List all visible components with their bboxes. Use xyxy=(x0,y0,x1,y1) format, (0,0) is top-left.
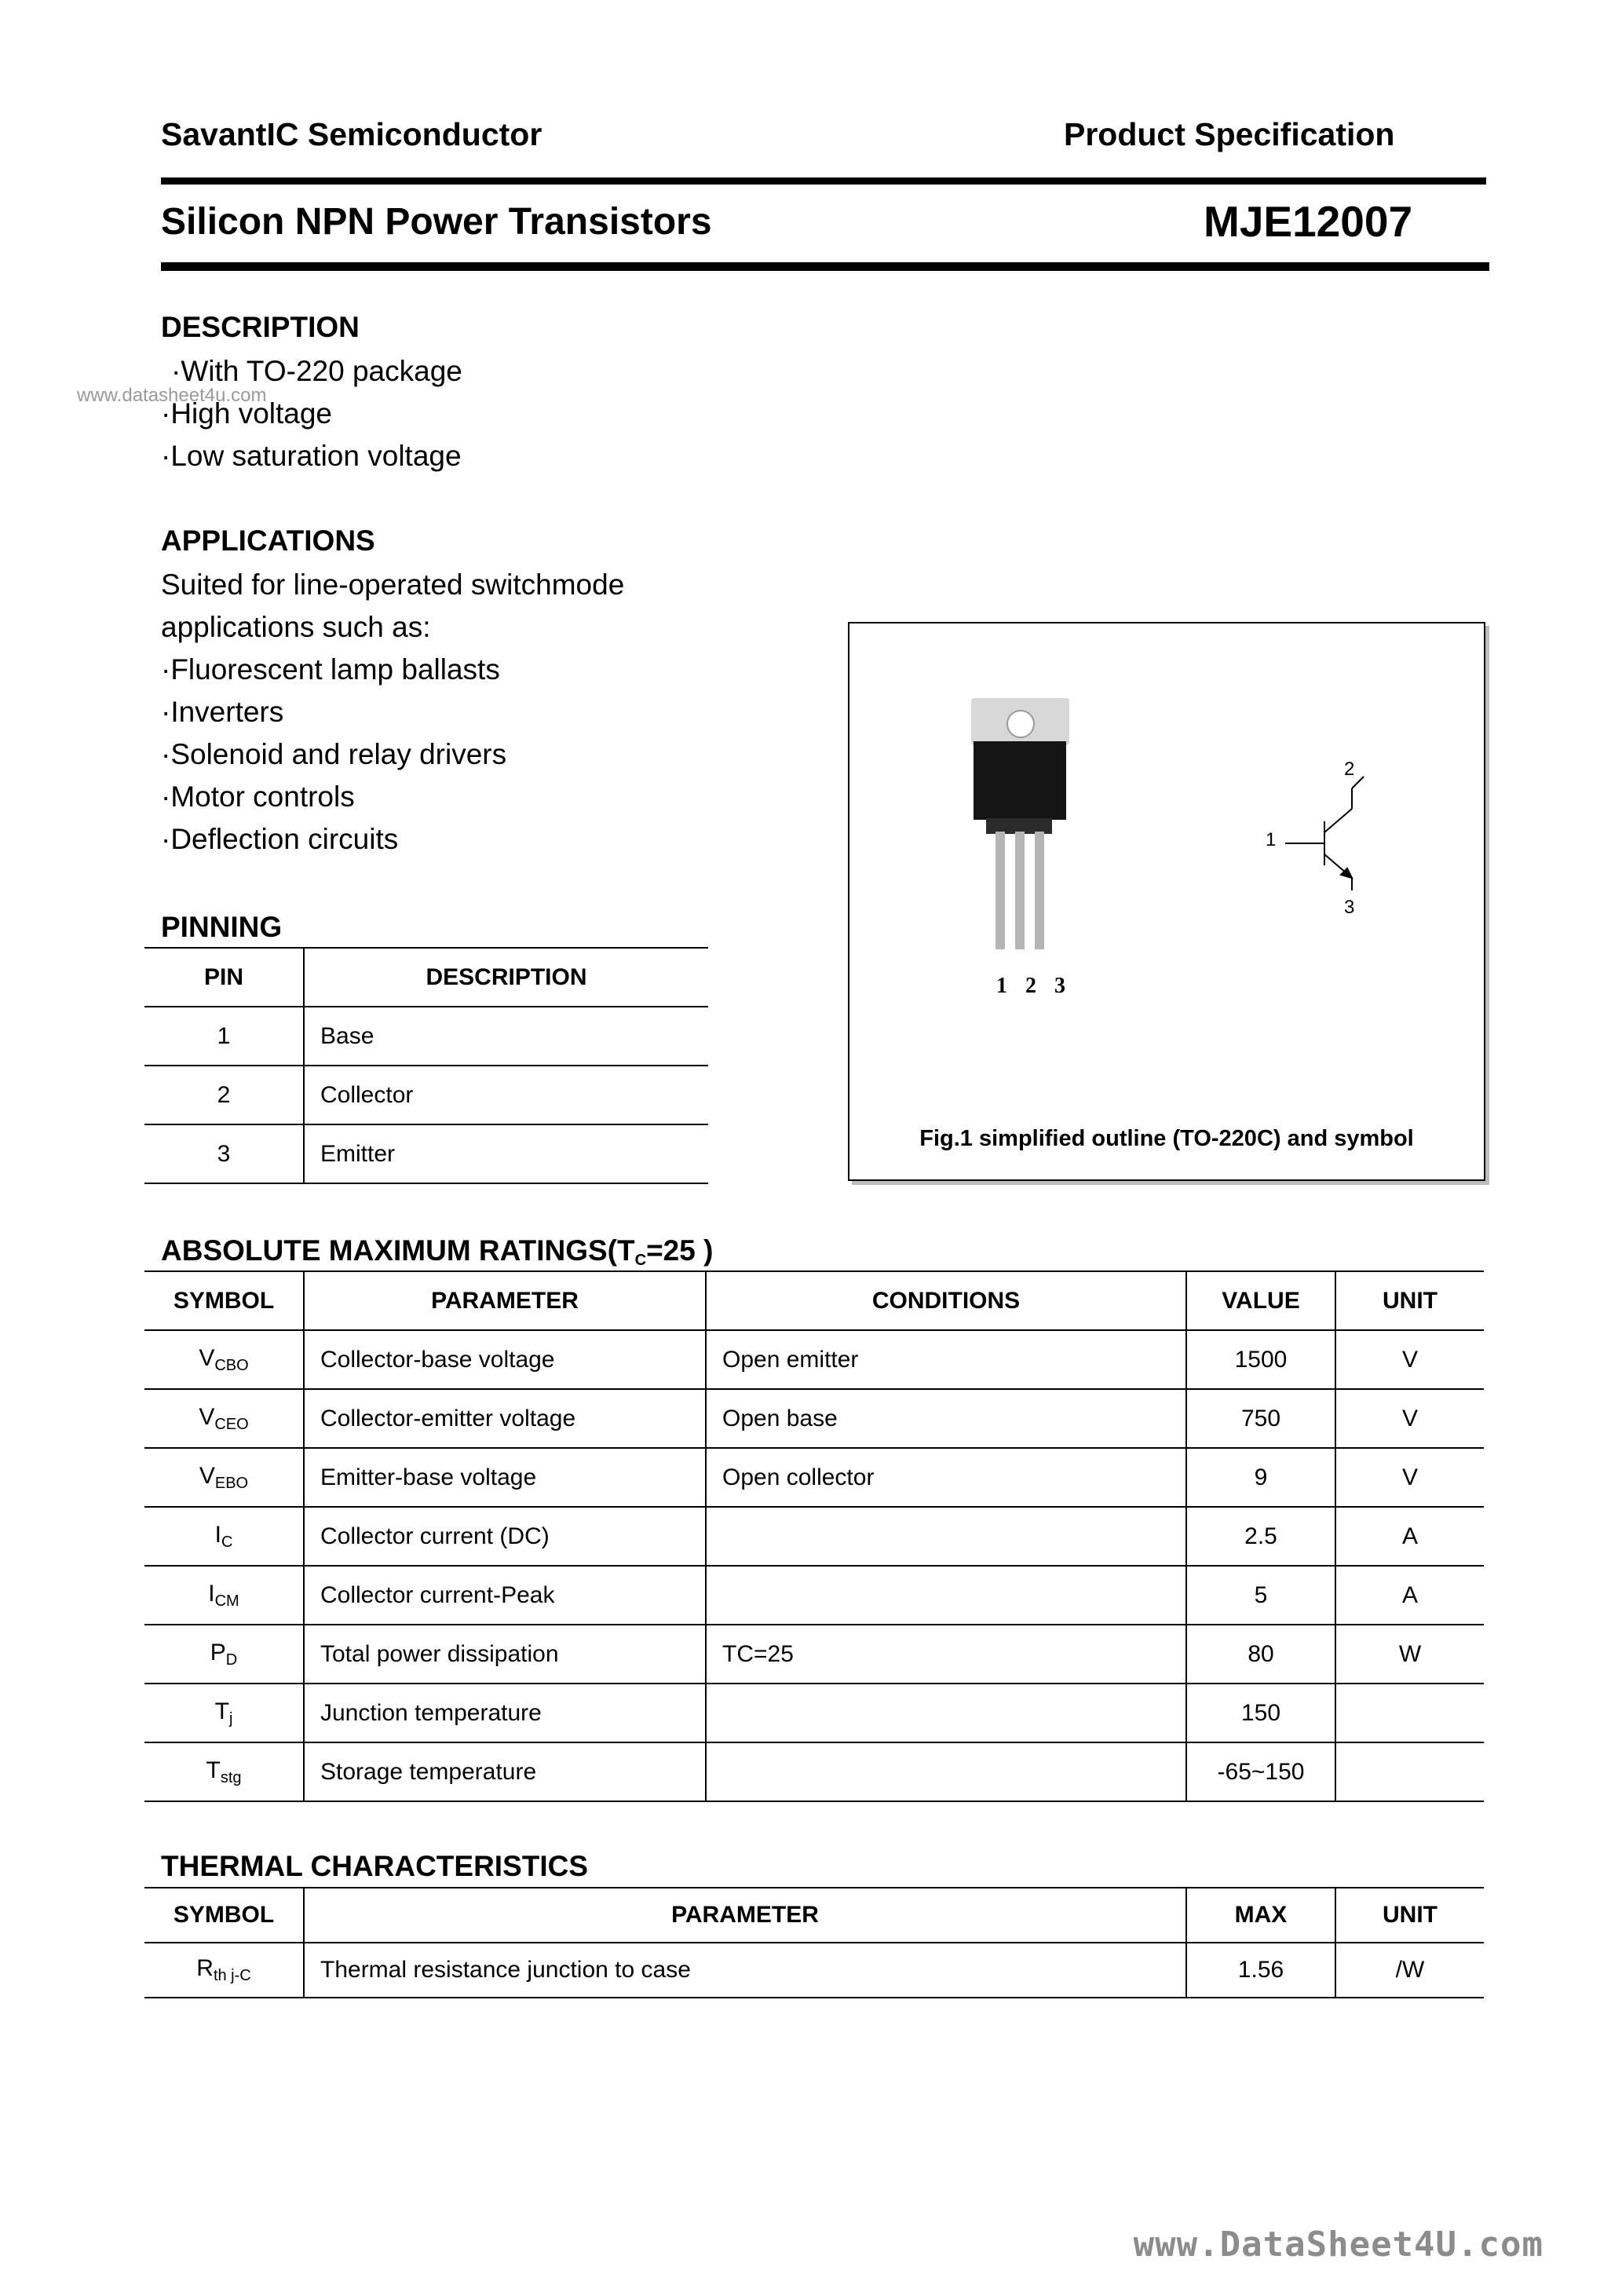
ratings-heading-text: ABSOLUTE MAXIMUM RATINGS(T xyxy=(161,1234,635,1267)
ratings-col-parameter: PARAMETER xyxy=(304,1271,706,1330)
description-item-1: ·With TO-220 package xyxy=(171,355,462,387)
thermal-col-max: MAX xyxy=(1186,1888,1335,1943)
ratings-heading-tail: =25 ) xyxy=(646,1234,714,1267)
rating-symbol: $V_{CBO}$ xyxy=(144,1330,304,1389)
rating-unit: W xyxy=(1335,1625,1484,1684)
thermal-symbol: $R_{th j-C}$ xyxy=(144,1943,304,1998)
rating-unit: A xyxy=(1335,1507,1484,1566)
rating-symbol: $V_{EBO}$ xyxy=(144,1448,304,1507)
pinning-col-description: DESCRIPTION xyxy=(304,948,708,1007)
header-rule-top xyxy=(161,177,1486,185)
rating-value: 1500 xyxy=(1186,1330,1335,1389)
rating-parameter: Junction temperature xyxy=(304,1684,706,1742)
table-row xyxy=(144,1448,1484,1507)
document-type: Product Specification xyxy=(1064,116,1395,152)
ratings-table xyxy=(144,1270,1484,1802)
package-pin-labels: 1 2 3 xyxy=(996,974,1072,998)
rating-parameter: Storage temperature xyxy=(304,1742,706,1801)
rating-symbol: $I_C$ xyxy=(144,1507,304,1566)
rating-unit: V xyxy=(1335,1330,1484,1389)
table-row xyxy=(144,1507,1484,1566)
table-row xyxy=(144,1943,1484,1998)
header-rule-bottom xyxy=(161,262,1489,271)
applications-item-4: ·Motor controls xyxy=(161,781,355,813)
pinning-heading: PINNING xyxy=(161,911,283,943)
rating-value: 750 xyxy=(1186,1389,1335,1448)
package-and-symbol-figure xyxy=(849,623,1484,1179)
applications-item-5: ·Deflection circuits xyxy=(161,823,399,855)
pin-number: 1 xyxy=(144,1007,304,1066)
rating-value: 5 xyxy=(1186,1566,1335,1625)
applications-intro-2: applications such as: xyxy=(161,611,431,643)
pin-number: 2 xyxy=(144,1066,304,1124)
rating-conditions: Open collector xyxy=(706,1448,1186,1507)
npn-transistor-symbol xyxy=(1285,777,1364,890)
symbol-pin-1-label: 1 xyxy=(1266,829,1277,850)
description-heading: DESCRIPTION xyxy=(161,311,360,343)
rating-unit xyxy=(1335,1684,1484,1742)
watermark-bottom: www.DataSheet4U.com xyxy=(1133,2225,1543,2265)
rating-parameter: Collector-base voltage xyxy=(304,1330,706,1389)
applications-item-3: ·Solenoid and relay drivers xyxy=(161,738,507,770)
table-row xyxy=(144,1389,1484,1448)
rating-parameter: Emitter-base voltage xyxy=(304,1448,706,1507)
rating-parameter: Collector current (DC) xyxy=(304,1507,706,1566)
thermal-max: 1.56 xyxy=(1186,1943,1335,1998)
symbol-pin-3-label: 3 xyxy=(1344,897,1355,918)
rating-conditions xyxy=(706,1742,1186,1801)
applications-item-2: ·Inverters xyxy=(161,696,284,728)
table-row xyxy=(144,1066,708,1124)
thermal-table xyxy=(144,1887,1484,1998)
ratings-col-unit: UNIT xyxy=(1335,1271,1484,1330)
table-row xyxy=(144,1742,1484,1801)
figure-caption: Fig.1 simplified outline (TO-220C) and symbol xyxy=(919,1126,1414,1151)
rating-conditions: Open emitter xyxy=(706,1330,1186,1389)
description-item-3: ·Low saturation voltage xyxy=(161,440,462,472)
table-row xyxy=(144,1007,708,1066)
ratings-col-conditions: CONDITIONS xyxy=(706,1271,1186,1330)
pinning-table xyxy=(144,947,708,1184)
rating-value: 2.5 xyxy=(1186,1507,1335,1566)
rating-conditions xyxy=(706,1507,1186,1566)
applications-heading: APPLICATIONS xyxy=(161,525,375,557)
rating-unit: V xyxy=(1335,1448,1484,1507)
rating-symbol: $I_{CM}$ xyxy=(144,1566,304,1625)
rating-value: -65~150 xyxy=(1186,1742,1335,1801)
thermal-heading: THERMAL CHARACTERISTICS xyxy=(161,1850,589,1882)
rating-conditions: TC=25 xyxy=(706,1625,1186,1684)
figure-box xyxy=(848,622,1485,1181)
rating-conditions: Open base xyxy=(706,1389,1186,1448)
table-row xyxy=(144,1684,1484,1742)
thermal-col-unit: UNIT xyxy=(1335,1888,1484,1943)
table-row xyxy=(144,1330,1484,1389)
ratings-col-symbol: SYMBOL xyxy=(144,1271,304,1330)
rating-value: 150 xyxy=(1186,1684,1335,1742)
pin-description: Base xyxy=(304,1007,708,1066)
rating-unit xyxy=(1335,1742,1484,1801)
rating-symbol: $T_{stg}$ xyxy=(144,1742,304,1801)
rating-conditions xyxy=(706,1566,1186,1625)
to220-package-image xyxy=(971,698,1069,949)
part-number: MJE12007 xyxy=(1204,197,1413,246)
thermal-unit: /W xyxy=(1335,1943,1484,1998)
rating-symbol: $V_{CEO}$ xyxy=(144,1389,304,1448)
rating-parameter: Collector-emitter voltage xyxy=(304,1389,706,1448)
description-item-2: ·High voltage xyxy=(161,397,333,430)
rating-unit: A xyxy=(1335,1566,1484,1625)
pin-description: Emitter xyxy=(304,1124,708,1183)
table-row xyxy=(144,1566,1484,1625)
applications-intro-1: Suited for line-operated switchmode xyxy=(161,569,625,601)
pin-number: 3 xyxy=(144,1124,304,1183)
pin-description: Collector xyxy=(304,1066,708,1124)
rating-symbol: $P_D$ xyxy=(144,1625,304,1684)
thermal-parameter: Thermal resistance junction to case xyxy=(304,1943,1186,1998)
pinning-col-pin: PIN xyxy=(144,948,304,1007)
watermark-top: www.datasheet4u.com xyxy=(77,385,267,406)
rating-conditions xyxy=(706,1684,1186,1742)
symbol-pin-2-label: 2 xyxy=(1344,759,1355,780)
table-row xyxy=(144,1625,1484,1684)
applications-item-1: ·Fluorescent lamp ballasts xyxy=(161,653,500,686)
thermal-col-symbol: SYMBOL xyxy=(144,1888,304,1943)
rating-parameter: Collector current-Peak xyxy=(304,1566,706,1625)
rating-value: 80 xyxy=(1186,1625,1335,1684)
ratings-heading xyxy=(161,1234,713,1270)
ratings-col-value: VALUE xyxy=(1186,1271,1335,1330)
thermal-col-parameter: PARAMETER xyxy=(304,1888,1186,1943)
company-name: SavantIC Semiconductor xyxy=(161,116,542,152)
table-row xyxy=(144,1124,708,1183)
rating-symbol: $T_j$ xyxy=(144,1684,304,1742)
rating-unit: V xyxy=(1335,1389,1484,1448)
ratings-heading-sub: C xyxy=(634,1252,647,1269)
page-title: Silicon NPN Power Transistors xyxy=(161,201,712,243)
rating-parameter: Total power dissipation xyxy=(304,1625,706,1684)
rating-value: 9 xyxy=(1186,1448,1335,1507)
